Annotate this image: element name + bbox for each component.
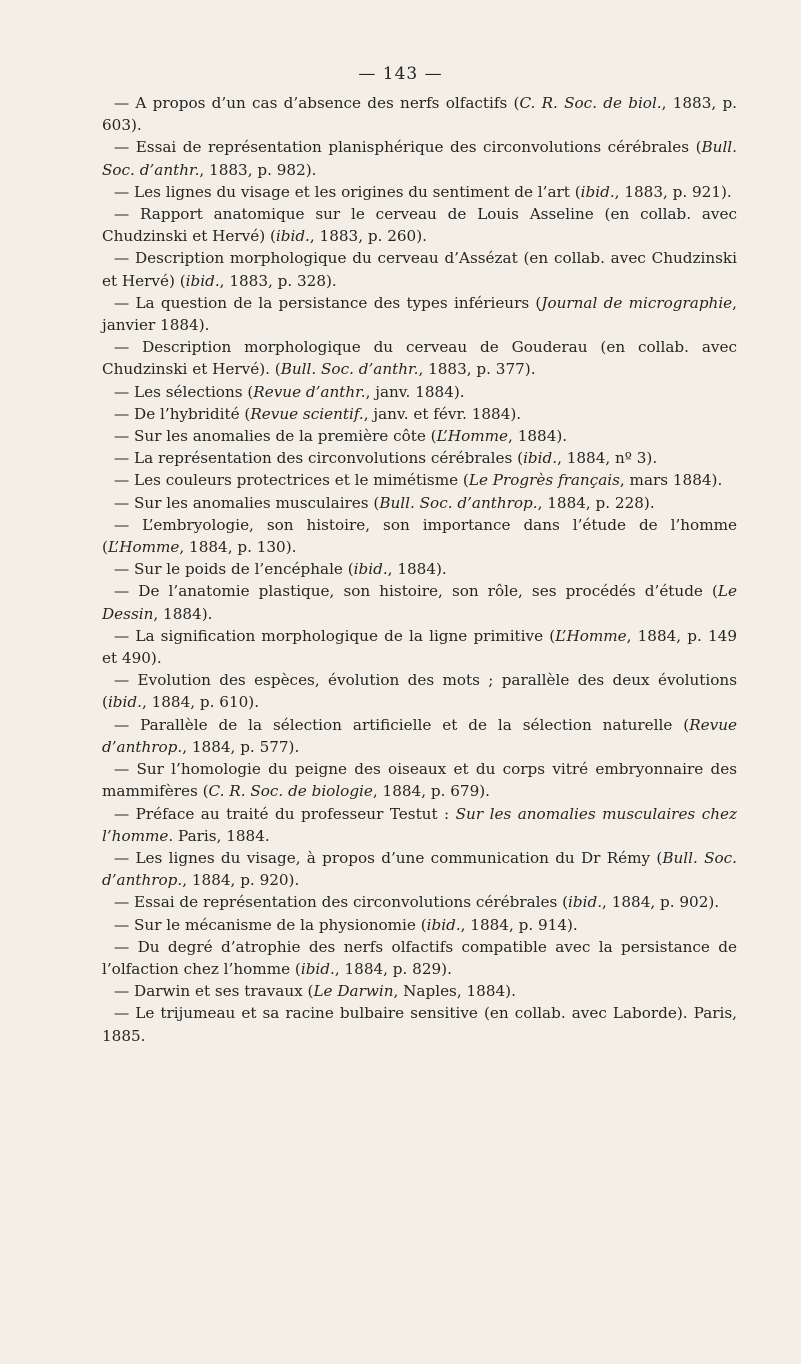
entry-details: , 1884, p. 577). bbox=[182, 737, 300, 756]
entry-source: Le Darwin bbox=[313, 982, 394, 1001]
bibliography-entry bbox=[102, 181, 737, 203]
entry-title: — La question de la persistance des types inférieurs ( bbox=[114, 293, 542, 312]
entry-details: , janvier 1884). bbox=[102, 293, 737, 335]
entry-details: , 1883, p. 377). bbox=[418, 360, 536, 379]
entry-source: C. R. Soc. de biologie bbox=[208, 782, 373, 801]
entry-details: , 1883, p. 921). bbox=[614, 182, 732, 201]
entry-details: , 1884). bbox=[508, 427, 568, 446]
bibliography-entry bbox=[102, 758, 737, 802]
entry-source: Le Progrès français bbox=[468, 471, 620, 490]
bibliography-entry bbox=[102, 980, 737, 1002]
bibliography-entry bbox=[102, 625, 737, 669]
entry-details: , 1883, p. 328). bbox=[219, 271, 337, 290]
entry-source: Le Dessin bbox=[102, 582, 737, 623]
entry-source: Bull. Soc. d’anthrop. bbox=[102, 848, 737, 890]
entry-details: , janv. 1884). bbox=[365, 382, 465, 401]
bibliography-entry bbox=[102, 936, 737, 980]
entry-title: — Essai de représentation planisphérique des circonvolutions cérébrales ( bbox=[114, 138, 702, 157]
entry-details: , 1884). bbox=[387, 560, 447, 579]
entry-title: — Description morphologique du cerveau d’Assézat (en collab. avec Chudzinski et Hervé) ( bbox=[102, 249, 737, 290]
entry-source: ibid. bbox=[300, 959, 335, 978]
entry-source: Bull. Soc. d’anthr. bbox=[280, 360, 419, 379]
entry-title: — Evolution des espèces, évolution des mots ; parallèle des deux évolutions ( bbox=[102, 671, 737, 712]
bibliography-entry bbox=[102, 403, 737, 425]
entry-source: ibid. bbox=[275, 227, 310, 246]
bibliography-entry bbox=[102, 714, 737, 758]
bibliography-list bbox=[102, 92, 737, 1047]
entry-source: ibid. bbox=[523, 449, 558, 468]
entry-source: ibid. bbox=[185, 271, 220, 290]
entry-title: — La signification morphologique de la ligne primitive ( bbox=[114, 626, 556, 645]
entry-source: C. R. Soc. de biol. bbox=[519, 94, 662, 112]
entry-details: . Paris, 1884. bbox=[168, 826, 270, 845]
entry-title: — Les couleurs protectrices et le mimétisme ( bbox=[114, 471, 469, 490]
entry-source: L’Homme bbox=[555, 626, 627, 645]
entry-details: , 1884, p. 149 et 490). bbox=[102, 626, 737, 668]
entry-source: ibid. bbox=[568, 893, 603, 912]
bibliography-entry bbox=[102, 425, 737, 447]
entry-title: — De l’anatomie plastique, son histoire, son rôle, ses procédés d’étude ( bbox=[114, 582, 718, 601]
entry-source: Revue d’anthr. bbox=[253, 382, 366, 401]
bibliography-entry bbox=[102, 336, 737, 380]
bibliography-entry bbox=[102, 803, 737, 847]
entry-details: , 1884, p. 829). bbox=[334, 959, 452, 978]
bibliography-entry bbox=[102, 447, 737, 469]
entry-title: — De l’hybridité ( bbox=[114, 404, 251, 423]
entry-details: , 1884, p. 130). bbox=[179, 538, 297, 557]
entry-details: , Naples, 1884). bbox=[393, 982, 516, 1001]
entry-title: — Sur le mécanisme de la physionomie ( bbox=[114, 915, 427, 934]
bibliography-entry bbox=[102, 847, 737, 891]
entry-title: — Description morphologique du cerveau de Gouderau (en collab. avec Chudzinski et Hervé). ( bbox=[102, 338, 737, 379]
entry-details: , mars 1884). bbox=[619, 471, 723, 490]
entry-source: Bull. Soc. d’anthrop. bbox=[379, 493, 538, 512]
bibliography-entry bbox=[102, 203, 737, 247]
entry-source: ibid. bbox=[353, 560, 388, 579]
page-number: — 143 — bbox=[358, 64, 443, 84]
entry-source: Revue scientif. bbox=[250, 404, 364, 423]
bibliography-entry bbox=[102, 558, 737, 580]
bibliography-entry bbox=[102, 514, 737, 558]
entry-title: — Sur les anomalies de la première côte ( bbox=[114, 427, 437, 446]
entry-source: Sur les anomalies musculaires chez l’homme bbox=[102, 804, 737, 845]
entry-details: , 1884, p. 902). bbox=[602, 893, 720, 912]
entry-details: , 1884, p. 610). bbox=[141, 693, 260, 712]
bibliography-entry bbox=[102, 580, 737, 624]
bibliography-entry bbox=[102, 247, 737, 291]
bibliography-entry bbox=[102, 492, 737, 514]
bibliography-entry bbox=[102, 1002, 737, 1046]
entry-details: , 1883, p. 603). bbox=[102, 94, 737, 135]
bibliography-entry bbox=[102, 914, 737, 936]
entry-source: ibid. bbox=[107, 693, 142, 712]
entry-title: — La représentation des circonvolutions cérébrales ( bbox=[114, 449, 524, 468]
bibliography-entry bbox=[102, 136, 737, 180]
bibliography-entry bbox=[102, 381, 737, 403]
bibliography-entry bbox=[102, 669, 737, 713]
entry-details: , 1884, p. 228). bbox=[537, 493, 655, 512]
entry-details: , 1884, p. 914). bbox=[460, 915, 578, 934]
bibliography-entry bbox=[102, 92, 737, 136]
entry-title: — A propos d’un cas d’absence des nerfs olfactifs ( bbox=[114, 94, 520, 112]
entry-title: — Sur le poids de l’encéphale ( bbox=[114, 560, 354, 579]
entry-title: — Du degré d’atrophie des nerfs olfactifs compatible avec la persistance de l’olfaction chez l’homme ( bbox=[102, 937, 737, 978]
entry-details: , 1884, p. 920). bbox=[182, 871, 300, 890]
entry-source: ibid. bbox=[580, 182, 615, 201]
entry-details: , 1883, p. 260). bbox=[309, 227, 427, 246]
entry-details: , 1884). bbox=[153, 604, 213, 623]
bibliography-entry bbox=[102, 891, 737, 913]
entry-title: — Rapport anatomique sur le cerveau de Louis Asseline (en collab. avec Chudzinski et Hervé) ( bbox=[102, 205, 737, 246]
bibliography-entry bbox=[102, 292, 737, 336]
bibliography-entry bbox=[102, 469, 737, 491]
entry-details: , 1884, p. 679). bbox=[372, 782, 490, 801]
entry-title: — L’embryologie, son histoire, son importance dans l’étude de l’homme ( bbox=[102, 515, 737, 557]
entry-title: — Sur l’homologie du peigne des oiseaux et du corps vitré embryonnaire des mammifères ( bbox=[102, 760, 737, 801]
entry-source: Journal de micrographie bbox=[541, 293, 733, 312]
entry-title: — Parallèle de la sélection artificielle et de la sélection naturelle ( bbox=[114, 715, 690, 734]
entry-title: — Les lignes du visage, à propos d’une communication du Dr Rémy ( bbox=[114, 848, 663, 867]
entry-title: — Les lignes du visage et les origines du sentiment de l’art ( bbox=[114, 182, 581, 201]
entry-details: , 1884, nº 3). bbox=[557, 449, 658, 468]
entry-source: L’Homme bbox=[107, 538, 180, 557]
entry-title: — Préface au traité du professeur Testut : bbox=[114, 804, 456, 823]
entry-title: — Le trijumeau et sa racine bulbaire sensitive (en collab. avec Laborde). Paris, 1885. bbox=[102, 1004, 737, 1045]
entry-source: L’Homme bbox=[436, 427, 509, 446]
entry-title: — Darwin et ses travaux ( bbox=[114, 982, 314, 1001]
entry-details: , 1883, p. 982). bbox=[199, 160, 317, 179]
entry-details: , janv. et févr. 1884). bbox=[363, 404, 522, 423]
entry-title: — Les sélections ( bbox=[114, 382, 254, 401]
entry-title: — Essai de représentation des circonvolutions cérébrales ( bbox=[114, 893, 569, 912]
entry-title: — Sur les anomalies musculaires ( bbox=[114, 493, 380, 512]
entry-source: ibid. bbox=[426, 915, 461, 934]
entry-source: Revue d’anthrop. bbox=[102, 715, 737, 756]
entry-source: Bull. Soc. d’anthr. bbox=[102, 138, 737, 179]
